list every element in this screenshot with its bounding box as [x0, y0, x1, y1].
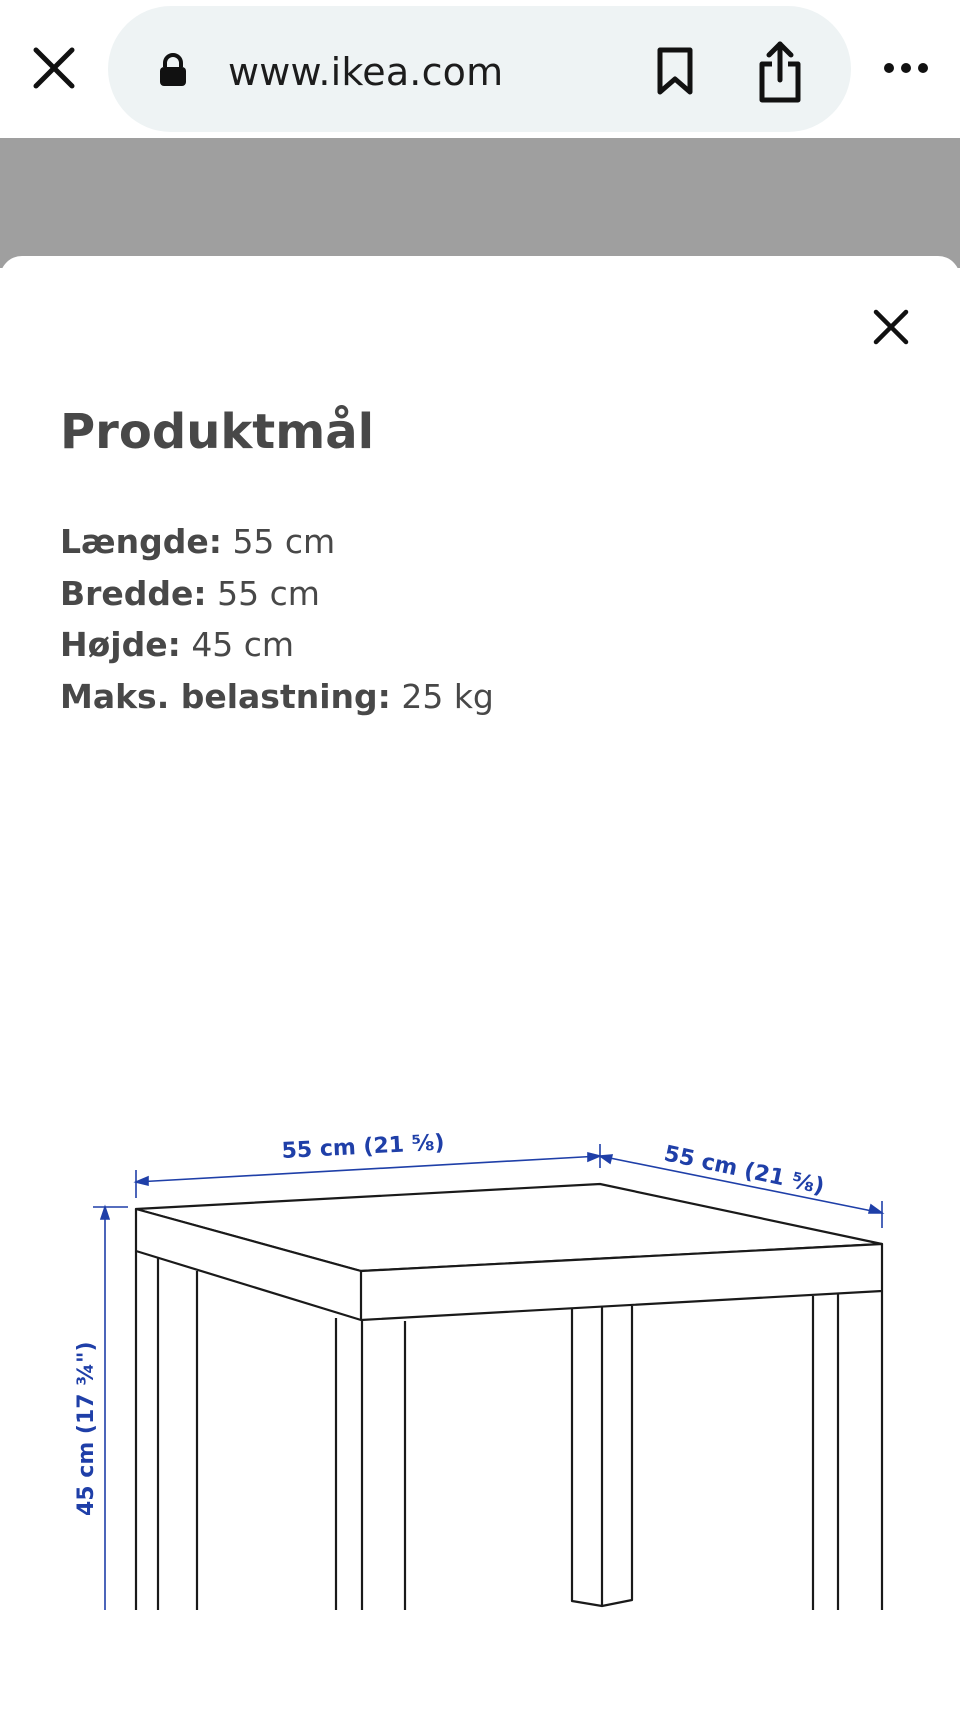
- spec-label: Maks. belastning:: [60, 676, 391, 716]
- spec-label: Højde:: [60, 625, 181, 664]
- address-bar[interactable]: [108, 6, 851, 132]
- front-leg: [336, 1318, 405, 1610]
- page-backdrop[interactable]: [0, 138, 960, 268]
- spec-width: [60, 568, 494, 620]
- spec-list: [60, 516, 494, 722]
- spec-label: Længde:: [60, 522, 222, 561]
- front-left-leg: [136, 1251, 197, 1610]
- height-dimension-label: 45 cm (17 ¾"): [74, 1341, 99, 1516]
- url-text: www.ikea.com: [228, 50, 504, 94]
- spec-value: 55 cm: [217, 573, 320, 613]
- browser-toolbar: [0, 0, 960, 138]
- spec-value: 45 cm: [191, 625, 295, 664]
- spec-height: [60, 619, 494, 671]
- product-dimensions-sheet: [0, 256, 960, 1717]
- spec-value: 55 cm: [232, 522, 336, 561]
- width-dimension-label: 55 cm (21 ⅝): [661, 1141, 827, 1200]
- spec-value: 25 kg: [401, 676, 494, 716]
- table-dimension-drawing: [0, 850, 960, 1610]
- spec-label: Bredde:: [60, 573, 207, 613]
- share-icon[interactable]: [756, 40, 804, 104]
- spec-max-load: [60, 671, 494, 723]
- close-icon[interactable]: [868, 304, 914, 350]
- lock-icon: [158, 53, 188, 87]
- bookmark-icon[interactable]: [654, 46, 696, 96]
- right-leg: [813, 1291, 882, 1610]
- page-title: Produktmål: [60, 404, 375, 460]
- spec-length: [60, 516, 494, 568]
- length-dimension-label: 55 cm (21 ⅝): [281, 1130, 446, 1164]
- more-icon[interactable]: [880, 56, 932, 80]
- close-icon[interactable]: [28, 42, 80, 94]
